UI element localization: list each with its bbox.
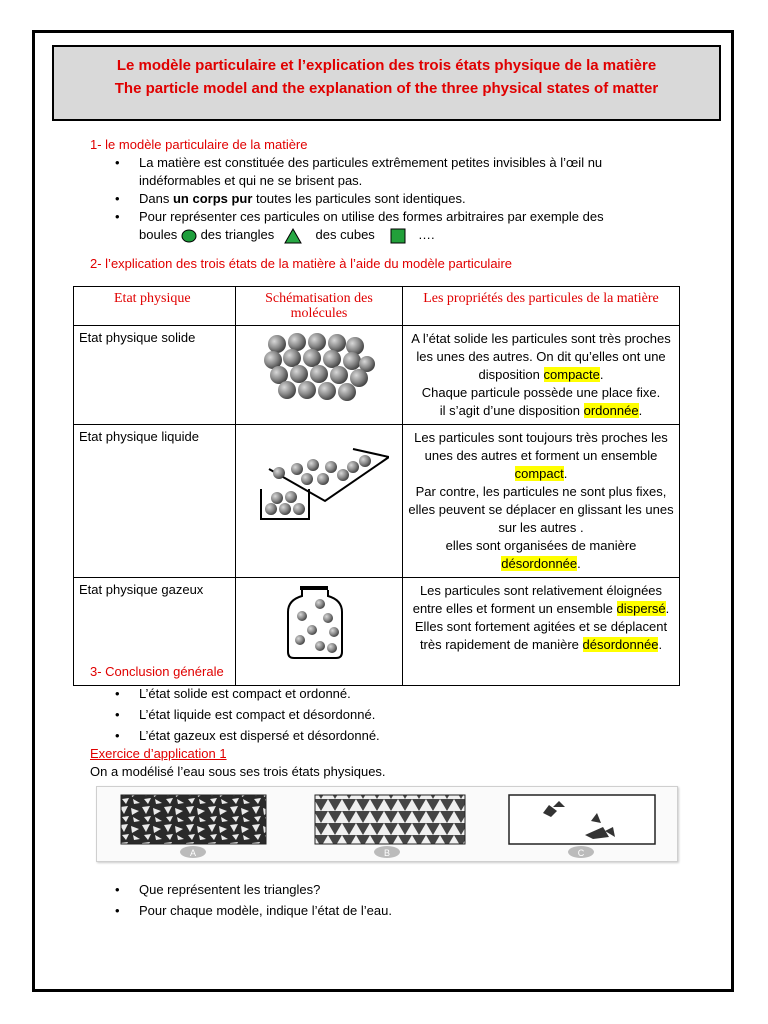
solid-particles-image	[259, 330, 379, 408]
solid-schema	[236, 326, 403, 425]
table-row	[74, 425, 680, 578]
model-b-box	[315, 795, 465, 844]
state-name: Etat physique liquide	[74, 425, 236, 578]
label-c: C	[577, 848, 585, 858]
section1-bullet-2: • Dans un corps pur toutes les particules sont identiques.	[115, 190, 675, 208]
gas-schema	[236, 578, 403, 686]
bold-term: un corps pur	[172, 191, 253, 206]
label-a: A	[189, 848, 197, 858]
section1-bullet-1: • La matière est constituée des particules extrêmement petites invisibles à l’œil nu indéformables et qui ne se brisent pas.	[115, 154, 675, 190]
liquid-schema	[236, 425, 403, 578]
title-box	[52, 45, 721, 121]
question-item: • Pour chaque modèle, indique l’état de l’eau.	[115, 900, 655, 921]
section1-bullet-3: • Pour représenter ces particules on utilise des formes arbitraires par exemple des boules des triangles des cubes ….	[115, 208, 675, 244]
exercise-questions	[115, 879, 655, 921]
table-header-row	[74, 287, 680, 326]
table-header: Etat physique	[74, 287, 236, 326]
conclusion-item: • L’état gazeux est dispersé et désordonné.	[115, 725, 655, 746]
liquid-properties: Les particules sont toujours très proches les unes des autres et forment un ensemble compact. Par contre, les particules ne sont plus fixes, elles peuvent se déplacer en glissant les unes sur les autres . elles sont organisées de manière désordonnée.	[403, 425, 680, 578]
gas-particles-image	[274, 582, 364, 664]
section1-bullets	[115, 154, 675, 244]
conclusion-bullets	[115, 683, 655, 746]
state-name: Etat physique gazeux	[74, 578, 236, 686]
exercise-figure	[96, 786, 678, 862]
table-header: Schématisation des molécules	[236, 287, 403, 326]
green-square-icon	[390, 228, 406, 244]
green-triangle-icon	[284, 228, 302, 244]
table-header: Les propriétés des particules de la matière	[403, 287, 680, 326]
conclusion-item: • L’état solide est compact et ordonné.	[115, 683, 655, 704]
section1-heading: 1- le modèle particulaire de la matière	[90, 137, 308, 152]
section2-heading: 2- l’explication des trois états de la matière à l’aide du modèle particulaire	[90, 256, 512, 271]
water-models-image	[97, 787, 677, 861]
title-french: Le modèle particulaire et l’explication des trois états physique de la matière	[116, 57, 657, 74]
highlight: compact	[514, 466, 564, 481]
state-name: Etat physique solide	[74, 326, 236, 425]
green-circle-icon	[181, 229, 197, 243]
title-english: The particle model and the explanation of the three physical states of matter	[114, 80, 659, 97]
question-item: • Que représentent les triangles?	[115, 879, 655, 900]
solid-properties: A l’état solide les particules sont très proches les unes des autres. On dit qu’elles ont une disposition compacte. Chaque particule possède une place fixe. il s’agit d’une disposition ordonnée.	[403, 326, 680, 425]
gas-properties: Les particules sont relativement éloignées entre elles et forment un ensemble dispersé. Elles sont fortement agitées et se déplacent très rapidement de manière désordonnée.	[403, 578, 680, 686]
highlight: désordonnée	[501, 556, 578, 571]
highlight: ordonnée	[583, 403, 639, 418]
model-a-box	[121, 795, 266, 844]
highlight: compacte	[543, 367, 600, 382]
exercise-heading: Exercice d’application 1	[90, 746, 227, 761]
highlight: dispersé	[616, 601, 666, 616]
label-b: B	[383, 848, 391, 858]
exercise-intro: On a modélisé l’eau sous ses trois états physiques.	[90, 764, 386, 779]
highlight: désordonnée	[582, 637, 659, 652]
liquid-particles-image	[249, 429, 389, 525]
table-row	[74, 326, 680, 425]
model-c-box	[509, 795, 655, 844]
states-table	[73, 286, 680, 686]
conclusion-item: • L’état liquide est compact et désordonné.	[115, 704, 655, 725]
section3-heading: 3- Conclusion générale	[90, 664, 224, 679]
